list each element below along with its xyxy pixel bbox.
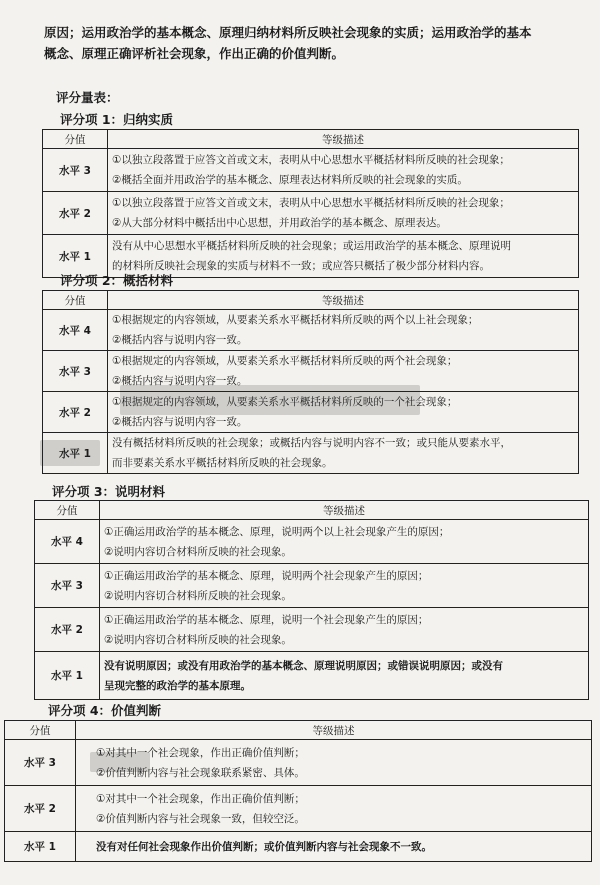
desc-line: ①对其中一个社会现象，作出正确价值判断； [96,792,305,805]
desc-cell [108,149,579,192]
desc-cell [76,740,592,786]
desc-header: 等级描述 [76,721,592,740]
intro-paragraph [44,22,584,64]
level-cell: 水平 4 [35,520,100,564]
score-header: 分值 [43,291,108,310]
level-cell: 水平 1 [5,832,76,862]
rubric-label: 评分量表： [56,90,119,105]
level-cell: 水平 4 [43,310,108,351]
desc-line: ②概括内容与说明内容一致。 [112,375,248,387]
section-1-table [42,129,579,278]
desc-cell [100,520,589,564]
level-cell: 水平 2 [43,192,108,235]
scan-smudge [40,440,100,466]
desc-cell [108,310,579,351]
desc-line: ①正确运用政治学的基本概念、原理，说明两个以上社会现象产生的原因； [104,525,450,538]
desc-line: ②价值判断内容与社会现象一致，但较空泛。 [96,812,305,825]
desc-line: 没有从中心思想水平概括材料所反映的社会现象；或运用政治学的基本概念、原理说明 [112,240,511,252]
table-row [43,192,579,235]
level-cell: 水平 2 [43,392,108,433]
level-cell: 水平 2 [35,608,100,652]
level-cell: 水平 1 [35,652,100,700]
desc-header: 等级描述 [108,291,579,310]
desc-line: 而非要素关系水平概括材料所反映的社会现象。 [112,457,333,469]
desc-line: ①对其中一个社会现象，作出正确价值判断； [96,746,305,759]
desc-line: 呈现完整的政治学的基本原理。 [104,679,251,692]
section-2-table [42,290,579,474]
section-4-title: 评分项 4：价值判断 [48,703,162,718]
table-row [43,310,579,351]
desc-line: ①正确运用政治学的基本概念、原理，说明两个社会现象产生的原因； [104,569,429,582]
desc-line: 没有对任何社会现象作出价值判断；或价值判断内容与社会现象不一致。 [96,840,432,853]
desc-line: ①以独立段落置于应答文首或文末，表明从中心思想水平概括材料所反映的社会现象； [112,197,510,209]
desc-line: ①根据规定的内容领域，从要素关系水平概括材料所反映的两个社会现象； [112,355,458,367]
desc-line: ②从大部分材料中概括出中心思想，并用政治学的基本概念、原理表达。 [112,217,447,229]
scan-smudge [90,752,150,772]
desc-line: 没有概括材料所反映的社会现象；或概括内容与说明内容不一致；或只能从要素水平， [112,437,511,449]
desc-line: ①根据规定的内容领域，从要素关系水平概括材料所反映的两个以上社会现象； [112,314,479,326]
desc-cell [76,832,592,862]
desc-line: ②说明内容切合材料所反映的社会现象。 [104,633,292,646]
desc-line: ①以独立段落置于应答文首或文末，表明从中心思想水平概括材料所反映的社会现象； [112,154,510,166]
level-cell: 水平 1 [43,433,108,474]
desc-line: ②说明内容切合材料所反映的社会现象。 [104,589,292,602]
table-row [5,832,592,862]
desc-cell [108,192,579,235]
table-row [43,149,579,192]
table-row [35,608,589,652]
desc-header: 等级描述 [100,501,589,520]
desc-line: ①正确运用政治学的基本概念、原理，说明一个社会现象产生的原因； [104,613,429,626]
table-row [35,652,589,700]
desc-line: ②概括全面并用政治学的基本概念、原理表达材料所反映的社会现象的实质。 [112,174,468,186]
level-cell: 水平 3 [43,149,108,192]
desc-cell [76,786,592,832]
score-header: 分值 [5,721,76,740]
desc-line: ②价值判断内容与社会现象联系紧密、具体。 [96,766,305,779]
table-row [35,564,589,608]
scan-smudge [120,385,420,415]
intro-line-1: 原因；运用政治学的基本概念、原理归纳材料所反映社会现象的实质；运用政治学的基本 [44,25,532,40]
level-cell: 水平 3 [43,351,108,392]
desc-line: ①根据规定的内容领域，从要素关系水平概括材料所反映的一个社会现象； [112,396,458,408]
desc-line: ②概括内容与说明内容一致。 [112,416,248,428]
desc-header: 等级描述 [108,130,579,149]
desc-line: ②概括内容与说明内容一致。 [112,334,248,346]
desc-cell [100,564,589,608]
desc-line: 没有说明原因；或没有用政治学的基本概念、原理说明原因；或错误说明原因；或没有 [104,659,503,672]
desc-cell [100,608,589,652]
section-3-title: 评分项 3：说明材料 [52,484,166,499]
desc-cell [108,235,579,278]
table-row [43,433,579,474]
desc-cell [100,652,589,700]
level-cell: 水平 3 [5,740,76,786]
table-row [35,520,589,564]
table-row [5,786,592,832]
section-3-table [34,500,589,700]
score-header: 分值 [43,130,108,149]
desc-line: ②说明内容切合材料所反映的社会现象。 [104,545,292,558]
desc-line: 的材料所反映社会现象的实质与材料不一致；或应答只概括了极少部分材料内容。 [112,260,490,272]
level-cell: 水平 1 [43,235,108,278]
score-header: 分值 [35,501,100,520]
section-4-table [4,720,592,862]
level-cell: 水平 3 [35,564,100,608]
level-cell: 水平 2 [5,786,76,832]
section-2-title: 评分项 2：概括材料 [60,273,174,288]
intro-line-2: 概念、原理正确评析社会现象，作出正确的价值判断。 [44,46,345,61]
desc-cell [108,433,579,474]
section-1-title: 评分项 1：归纳实质 [60,112,174,127]
